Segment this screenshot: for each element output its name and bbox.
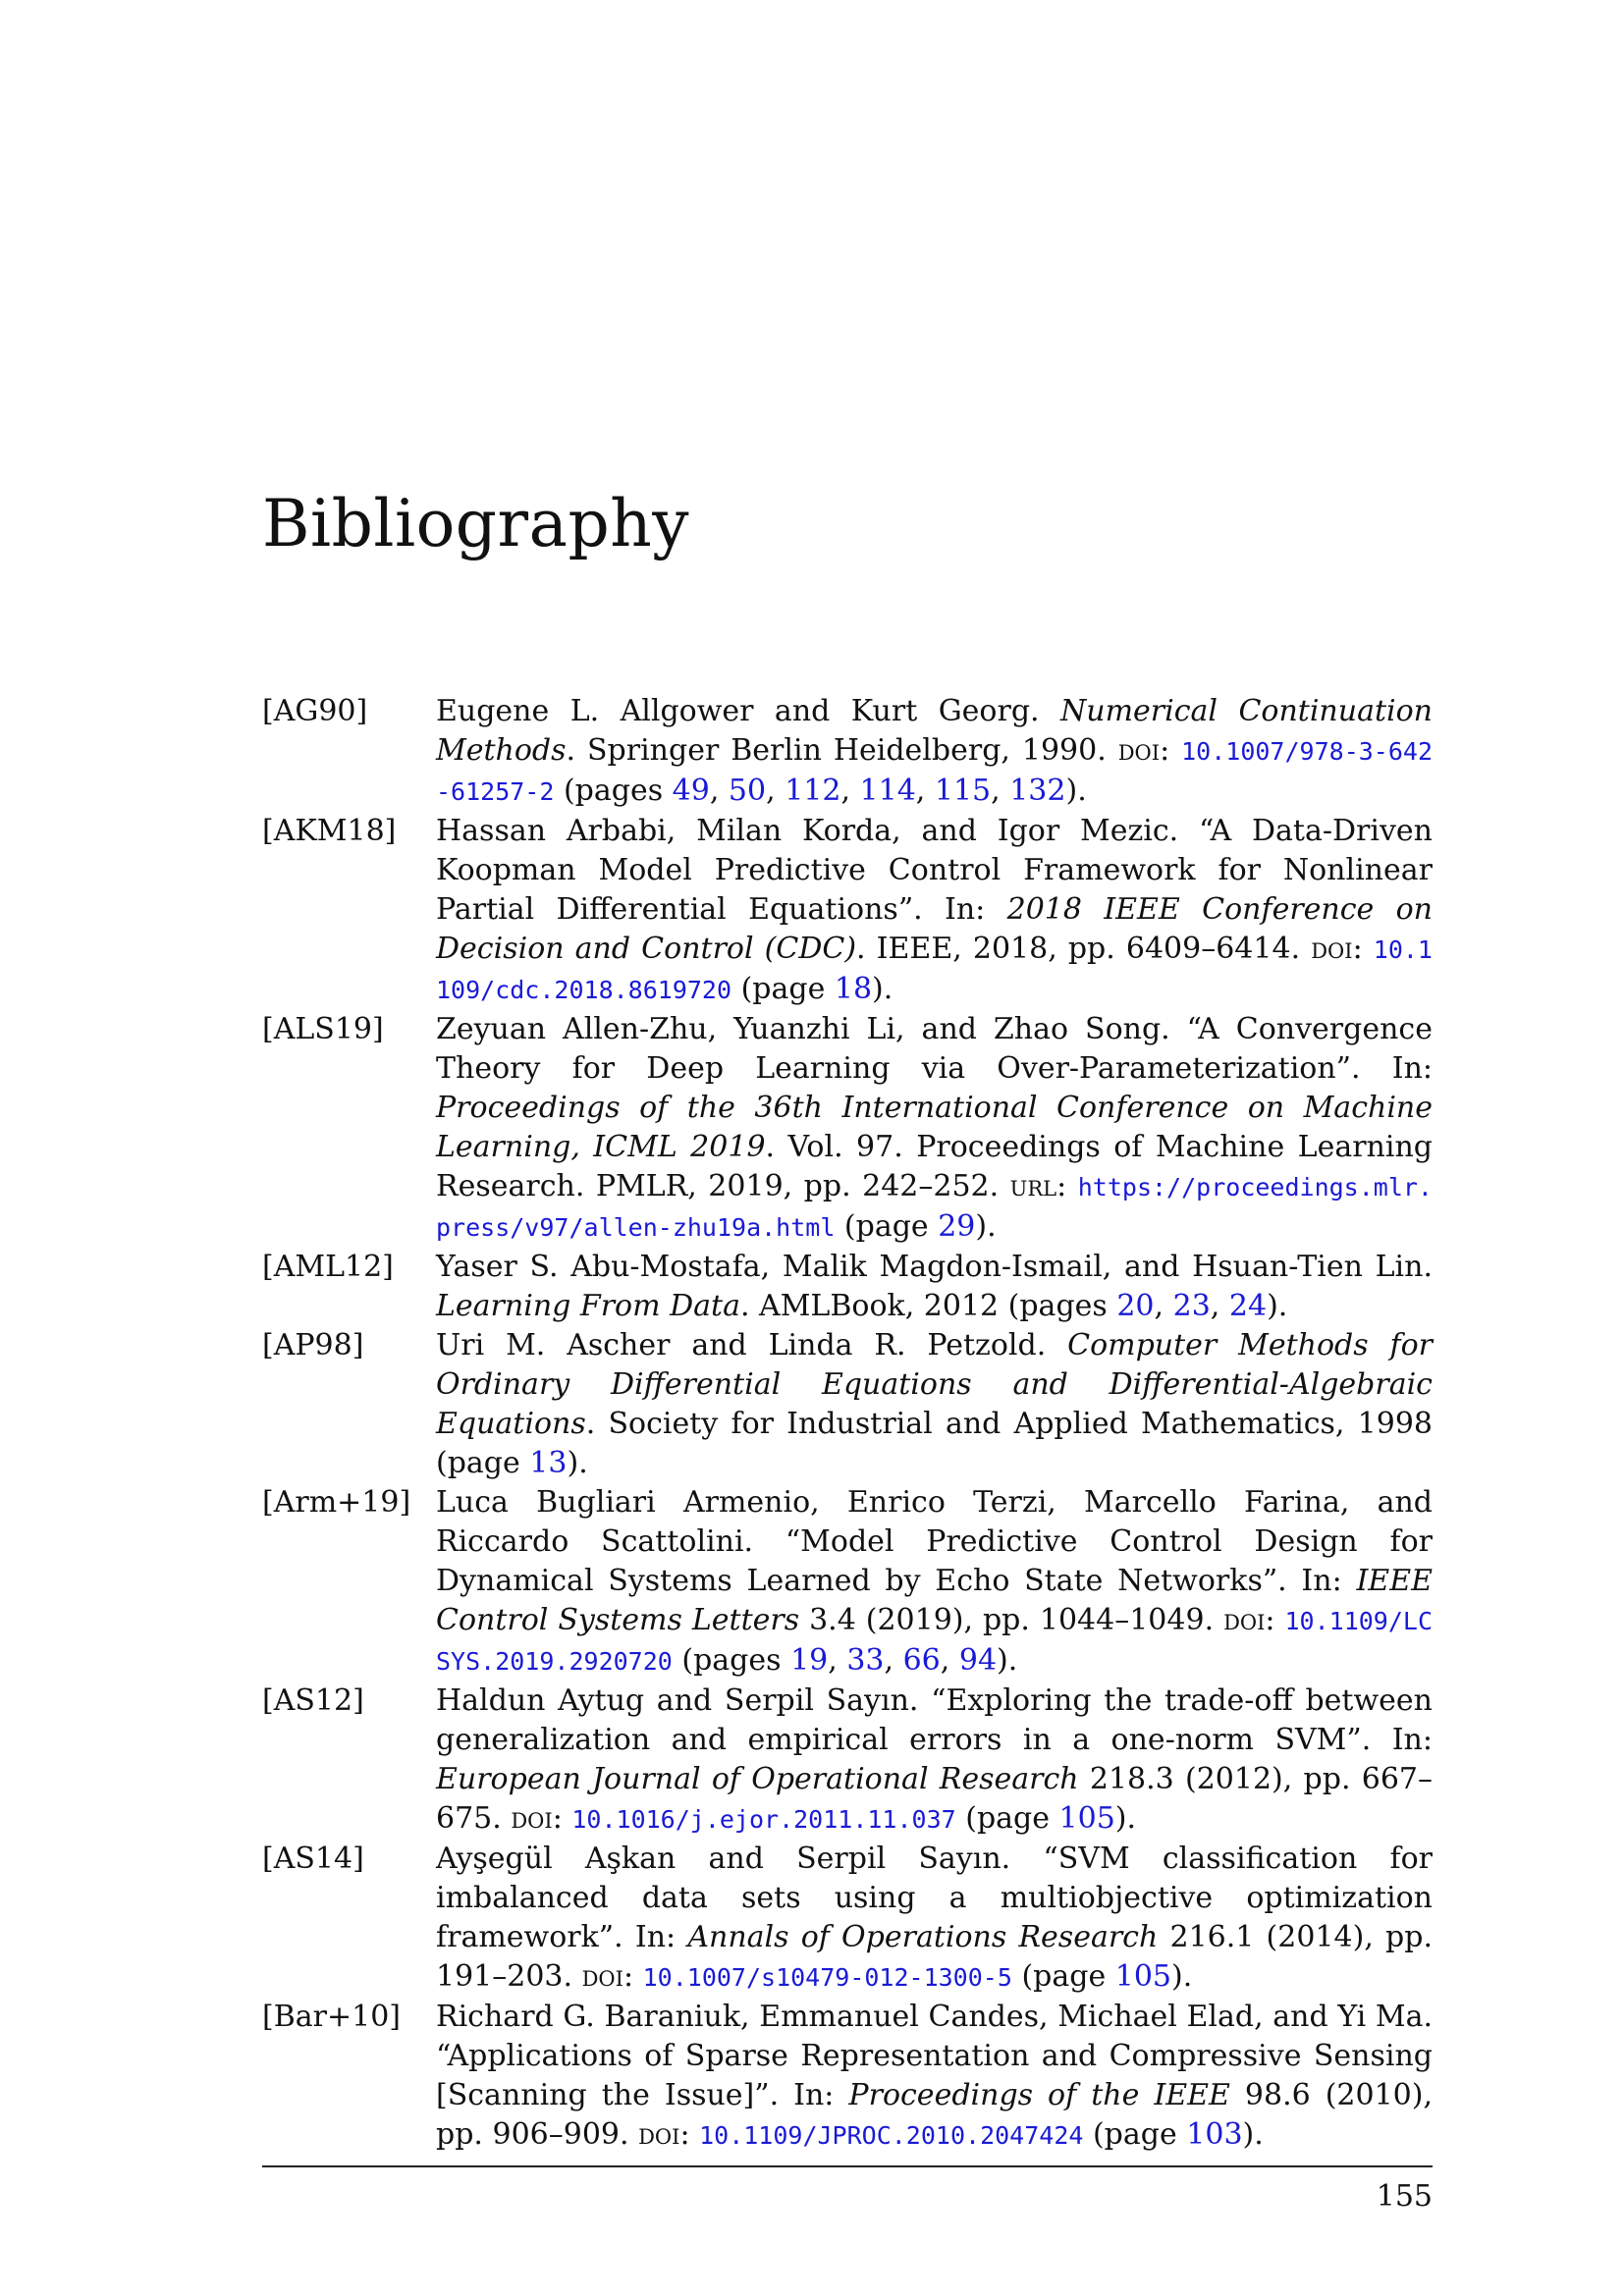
bib-text-run: . AMLBook, 2012 (pages	[739, 1289, 1117, 1323]
page-title: Bibliography	[262, 486, 689, 561]
bib-text-run: . Vol. 97. Proceedings of Machine Learning Research. PMLR, 2019, pp. 242–252.	[436, 1130, 1434, 1203]
bib-entry	[262, 1840, 1433, 1998]
bib-text-run: 216.1 (2014), pp. 191–203.	[436, 1920, 1433, 1994]
page-ref-link[interactable]: 66	[902, 1643, 941, 1678]
page-ref-link[interactable]: 105	[1114, 1959, 1171, 1994]
bib-venue-title: Proceedings of the 36th International Conference on Machine Learning, ICML 2019	[436, 1091, 1433, 1164]
bib-text-run: ).	[975, 1209, 997, 1244]
bib-text	[436, 812, 1433, 1010]
identifier-label: doi	[1223, 1603, 1266, 1637]
bib-text-run: Haldun Aytug and Serpil Sayın. “Exploring the trade-off between generalization and empirical errors in a one-norm SVM”. In:	[436, 1683, 1433, 1757]
page-ref-link[interactable]: 24	[1228, 1289, 1268, 1323]
bib-text-run: ).	[1114, 1801, 1137, 1836]
page-ref-link[interactable]: 132	[1009, 774, 1066, 808]
page-ref-link[interactable]: 23	[1172, 1289, 1211, 1323]
bib-text-run: ).	[1171, 1959, 1193, 1994]
bib-text-run: ).	[872, 972, 893, 1006]
doi-link[interactable]: 10.1007/978-3-642-61257-2	[436, 737, 1433, 806]
page-number: 155	[1376, 2179, 1433, 2214]
bib-key: [AKM18]	[262, 814, 397, 848]
bib-key: [AML12]	[262, 1250, 394, 1284]
page-ref-link[interactable]: 112	[785, 774, 841, 808]
page-ref-link[interactable]: 29	[938, 1209, 976, 1244]
bib-text-run: ,	[915, 774, 935, 808]
bib-text-run: . Springer Berlin Heidelberg, 1990.	[566, 733, 1118, 768]
bib-text-run: :	[1160, 733, 1182, 768]
bib-entry	[262, 1483, 1433, 1682]
doi-link[interactable]: https://proceedings.mlr.press/v97/allen-zhu19a.html	[436, 1173, 1433, 1242]
bib-text-run: (page	[1083, 2117, 1187, 2152]
bib-text-run: :	[1352, 932, 1374, 966]
identifier-label: doi	[511, 1801, 553, 1836]
bib-venue-title: Numerical Continuation Methods	[436, 694, 1433, 768]
bib-text-run: Zeyuan Allen-Zhu, Yuanzhi Li, and Zhao Song. “A Convergence Theory for Deep Learning via Over-Parameterization”. In:	[436, 1012, 1433, 1086]
bib-text	[436, 1682, 1433, 1840]
bib-text-run: ,	[1154, 1289, 1173, 1323]
bib-text-run: ).	[567, 1446, 588, 1480]
bib-text-run: Richard G. Baraniuk, Emmanuel Candes, Michael Elad, and Yi Ma. “Applications of Sparse Representation and Compressive Sensing [Scanning the Issue]”. In:	[436, 2000, 1433, 2112]
bib-key: [ALS19]	[262, 1012, 384, 1046]
page-ref-link[interactable]: 18	[834, 972, 873, 1006]
identifier-label: doi	[581, 1959, 623, 1994]
bib-text-run: (page	[955, 1801, 1059, 1836]
page-ref-link[interactable]: 50	[728, 774, 767, 808]
bib-venue-title: European Journal of Operational Research	[436, 1762, 1079, 1796]
page-ref-link[interactable]: 105	[1058, 1801, 1115, 1836]
bib-entry	[262, 1682, 1433, 1840]
bib-entry	[262, 1998, 1433, 2156]
bib-text-run: ,	[940, 1643, 959, 1678]
bib-text-run: :	[552, 1801, 572, 1836]
bib-text-run: Luca Bugliari Armenio, Enrico Terzi, Marcello Farina, and Riccardo Scattolini. “Model Predictive Control Design for Dynamical Systems Learned by Echo State Networks”. In:	[436, 1485, 1433, 1598]
bib-key: [AS14]	[262, 1842, 364, 1876]
bib-venue-title: Computer Methods for Ordinary Differential Equations and Differential-Algebraic Equations	[436, 1328, 1433, 1441]
bib-text	[436, 1326, 1433, 1483]
doi-link[interactable]: 10.1016/j.ejor.2011.11.037	[571, 1805, 956, 1834]
bib-text-run: ,	[991, 774, 1010, 808]
bib-text-run: ).	[1065, 774, 1087, 808]
bib-key: [Bar+10]	[262, 2000, 401, 2034]
bib-key: [AG90]	[262, 694, 368, 728]
bib-text-run: 218.3 (2012), pp. 667–675.	[436, 1762, 1433, 1836]
bib-entry	[262, 1010, 1433, 1248]
bib-venue-title: Learning From Data	[436, 1289, 740, 1323]
bib-text-run: ,	[840, 774, 860, 808]
bib-text-run: :	[623, 1959, 643, 1994]
bib-text-run: 98.6 (2010), pp. 906–909.	[436, 2078, 1433, 2152]
bib-text-run: :	[679, 2117, 700, 2152]
bib-text-run: Uri M. Ascher and Linda R. Petzold.	[436, 1328, 1068, 1362]
page-ref-link[interactable]: 20	[1116, 1289, 1155, 1323]
doi-link[interactable]: 10.1007/s10479-012-1300-5	[642, 1963, 1012, 1992]
bib-text	[436, 1483, 1433, 1682]
bib-text-run: ,	[884, 1643, 903, 1678]
bib-entry	[262, 1326, 1433, 1483]
bib-text-run: :	[1265, 1603, 1285, 1637]
bib-key: [AP98]	[262, 1328, 364, 1362]
doi-link[interactable]: 10.1109/LCSYS.2019.2920720	[436, 1607, 1433, 1676]
bib-text-run: ,	[828, 1643, 847, 1678]
bib-text-run: (pages	[672, 1643, 791, 1678]
bib-entry	[262, 692, 1433, 812]
bib-text-run: 3.4 (2019), pp. 1044–1049.	[799, 1603, 1224, 1637]
bib-text-run: ).	[997, 1643, 1018, 1678]
page-ref-link[interactable]: 114	[859, 774, 916, 808]
page-ref-link[interactable]: 49	[672, 774, 710, 808]
bib-text	[436, 1248, 1433, 1326]
bib-entry	[262, 1248, 1433, 1326]
bib-text-run: ,	[766, 774, 785, 808]
bib-text-run: (page	[1011, 1959, 1115, 1994]
bib-text	[436, 1998, 1433, 2156]
page-ref-link[interactable]: 33	[846, 1643, 885, 1678]
bib-text	[436, 1010, 1433, 1248]
identifier-label: url	[1009, 1169, 1057, 1203]
bib-text-run: (pages	[554, 774, 673, 808]
bib-venue-title: Proceedings of the IEEE	[848, 2078, 1230, 2112]
bib-text-run: :	[1056, 1169, 1078, 1203]
doi-link[interactable]: 10.1109/JPROC.2010.2047424	[699, 2121, 1084, 2150]
bib-venue-title: Annals of Operations Research	[687, 1920, 1159, 1954]
bib-text-run: ).	[1267, 1289, 1288, 1323]
identifier-label: doi	[638, 2117, 680, 2152]
identifier-label: doi	[1117, 733, 1161, 768]
bib-text-run: . Society for Industrial and Applied Mathematics, 1998 (page	[436, 1407, 1433, 1480]
footer-rule	[262, 2165, 1433, 2167]
bib-key: [AS12]	[262, 1683, 364, 1718]
bib-text-run: Yaser S. Abu-Mostafa, Malik Magdon-Ismail, and Hsuan-Tien Lin.	[436, 1250, 1433, 1284]
bib-text-run: Ayşegül Aşkan and Serpil Sayın. “SVM classification for imbalanced data sets using a multiobjective optimization framework”. In:	[436, 1842, 1433, 1954]
bib-text	[436, 692, 1433, 812]
bib-text-run: . IEEE, 2018, pp. 6409–6414.	[856, 932, 1312, 966]
bib-venue-title: 2018 IEEE Conference on Decision and Control (CDC)	[436, 892, 1433, 966]
bibliography-list	[262, 692, 1433, 2156]
page-ref-link[interactable]: 13	[529, 1446, 568, 1480]
bib-text-run: Hassan Arbabi, Milan Korda, and Igor Mezic. “A Data-Driven Koopman Model Predictive Control Framework for Nonlinear Partial Differential Equations”. In:	[436, 814, 1433, 927]
identifier-label: doi	[1311, 932, 1353, 966]
page-ref-link[interactable]: 115	[934, 774, 992, 808]
page-ref-link[interactable]: 19	[790, 1643, 829, 1678]
bib-key: [Arm+19]	[262, 1485, 411, 1520]
bib-text-run: ,	[1210, 1289, 1229, 1323]
bib-text-run: Eugene L. Allgower and Kurt Georg.	[436, 694, 1061, 728]
bib-text	[436, 1840, 1433, 1998]
page-ref-link[interactable]: 103	[1186, 2117, 1243, 2152]
bib-entry	[262, 812, 1433, 1010]
bib-text-run: ).	[1242, 2117, 1264, 2152]
bib-text-run: (page	[731, 972, 835, 1006]
doi-link[interactable]: 10.1109/cdc.2018.8619720	[436, 935, 1433, 1004]
bib-venue-title: IEEE Control Systems Letters	[436, 1564, 1433, 1637]
page-ref-link[interactable]: 94	[958, 1643, 998, 1678]
bib-text-run: (page	[835, 1209, 939, 1244]
bib-text-run: ,	[709, 774, 729, 808]
